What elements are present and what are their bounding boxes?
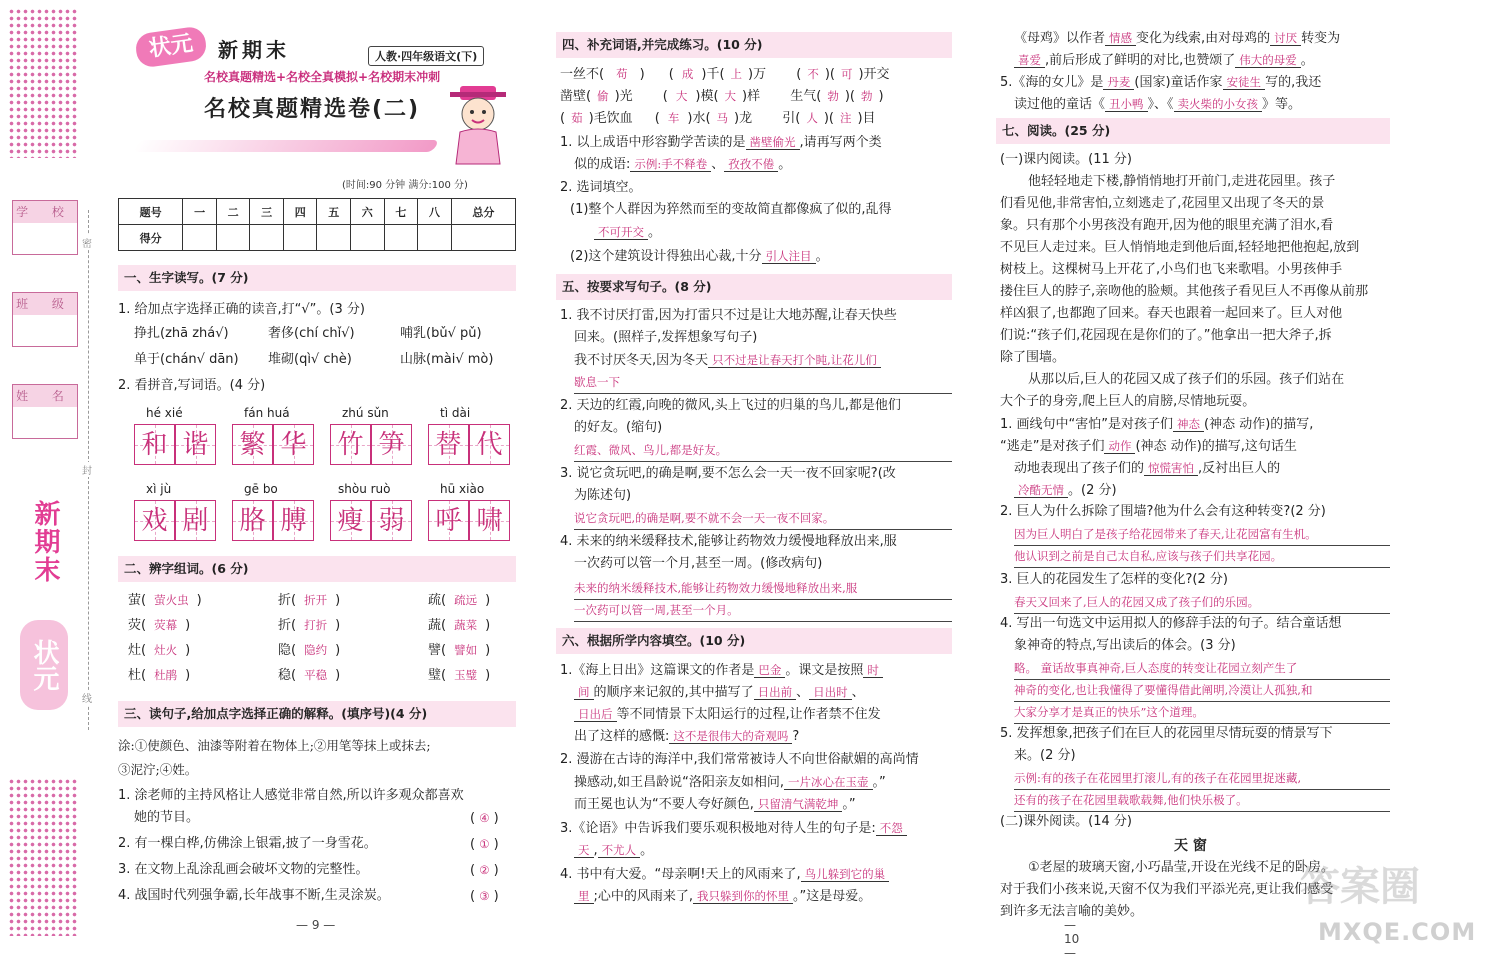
tianzi-cell[interactable]: 剧 [175,500,216,541]
r-q3-prompt: 3. 巨人的花园发生了怎样的变化?(2 分) [1000,572,1228,587]
q1-item-b[interactable]: 奢侈(chí chǐ√) [268,326,355,341]
score-value-row [119,225,516,251]
passage-line-3: 象。只有那个小男孩没有跑开,因为他的眼里充满了泪水,看 [1000,218,1334,233]
score-col-header: 六 [351,199,385,225]
q6-1-d: 出了这样的感慨: 这不是很伟大的奇观吗 ? [574,729,800,744]
tianzi-cell[interactable]: 繁 [232,424,273,465]
q4-2-b: (2)这个建筑设计得独出心裁,十分 引人注目 。 [570,249,829,264]
q5-2-answer[interactable]: 红霞、微风、鸟儿,都是好友。 [574,440,952,462]
page-number-9: — 9 — [296,918,336,932]
decor-dots-bottom [8,778,78,936]
score-cell[interactable] [283,225,317,251]
section-3-title: 三、读句子,给加点字选择正确的解释。(填序号)(4 分) [118,701,516,727]
decor-dots-top [8,8,78,158]
q6-5-a: 5.《海的女儿》是 丹麦 (国家)童话作家 安徒生 写的,我还 [1000,75,1322,90]
word-group-item[interactable]: 蔬( 蔬菜 ) [428,618,491,633]
q5-3-b: 为陈述句) [574,488,632,503]
idiom-row-1: 一丝不( 苟 ) ( 成 )千( 上 )万 ( 不 )( 可 )开交 [560,67,890,82]
q4-1-line-a: 1. 以上成语中形容勤学苦读的是 凿壁偷光 ,请再写两个类 [560,135,882,150]
cut-mark-1: 密 [82,235,92,250]
r1-answer[interactable]: ( ④ ) [470,811,499,826]
score-table [118,198,516,251]
score-cell[interactable] [183,225,217,251]
q1-prompt: 1. 给加点字选择正确的读音,打“√”。(3 分) [118,302,365,317]
q6-2-a: 2. 漫游在古诗的海洋中,我们常常被诗人不向世俗献媚的高尚情 [560,752,919,767]
r-q2-answer-2[interactable]: 他认识到之前是自己太自私,应该与孩子们共享花园。 [1014,546,1390,568]
section-7-title: 七、阅读。(25 分) [996,118,1390,144]
essay-line-3: 到许多无法言喻的美妙。 [1000,904,1144,919]
r1-text-a: 1. 涂老师的主持风格让人感觉非常自然,所以许多观众都喜欢 [118,788,464,803]
r-q5-b: 来。(2 分) [1014,748,1076,763]
binding-strip [0,0,98,958]
q6-5-b: 读过他的童话《 丑小鸭 》、《 卖火柴的小女孩 》等。 [1014,97,1302,112]
q1-item-c[interactable]: 哺乳(bǔ√ pǔ) [400,326,482,341]
idiom-row-3: ( 茹 )毛饮血 ( 车 )水( 马 )龙 引( 人 )( 注 )目 [560,111,876,126]
edition-badge: 人教·四年级语文(下) [368,46,484,66]
pinyin-zhusun: zhú sǔn [342,406,389,420]
q4-2-prompt: 2. 选词填空。 [560,180,642,195]
score-cell[interactable] [250,225,284,251]
muji-line-b: 喜爱 ,前后形成了鲜明的对比,也赞颂了 伟大的母爱 。 [1014,50,1314,71]
q5-4-answer-1[interactable]: 未来的纳米缓释技术,能够让药物效力缓慢地释放出来,服 [574,578,952,600]
passage-line-11: 大个子的身旁,爬上巨人的肩膀,尽情地玩耍。 [1000,394,1256,409]
essay-line-1: ①老屋的玻璃天窗,小巧晶莹,开设在光线不足的卧房。 [1028,860,1334,875]
tianzi-cell[interactable]: 戏 [134,500,175,541]
q1-item-a[interactable]: 挣扎(zhā zhá√) [134,326,229,341]
word-group-item[interactable]: 荧( 荧幕 ) [128,618,191,633]
series-name: 新期末 [218,38,290,62]
r3-text: 3. 在文物上乱涂乱画会破坏文物的完整性。 [118,862,369,877]
q5-2-a: 2. 天边的红霞,向晚的微风,头上飞过的归巢的鸟儿,都是他们 [560,398,901,413]
r-q3-answer[interactable]: 春天又回来了,巨人的花园又成了孩子们的乐园。 [1014,592,1390,614]
section-6-title: 六、根据所学内容填空。(10 分) [556,628,952,654]
q5-4-a: 4. 未来的纳米缓释技术,能够让药物效力缓慢地释放出来,服 [560,534,897,549]
r2-answer[interactable]: ( ① ) [470,837,499,852]
score-cell[interactable] [451,225,515,251]
q4-1-line-b: 似的成语: 示例:手不释卷 、 孜孜不倦 。 [574,157,792,172]
score-cell[interactable] [351,225,385,251]
passage-line-6: 搂住巨人的脖子,亲吻他的脸颊。其他孩子看见巨人不再像从前那 [1000,284,1369,299]
pinyin-fanhua: fán huá [244,406,290,420]
score-cell[interactable] [384,225,418,251]
tianzi-cell[interactable]: 和 [134,424,175,465]
tianzi-cell[interactable]: 谐 [175,424,216,465]
tianzi-cell[interactable]: 弱 [371,500,412,541]
word-group-item[interactable]: 隐( 隐约 ) [278,643,341,658]
mascot-scholar-icon [446,82,510,166]
r-q4-a: 4. 写出一句选文中运用拟人的修辞手法的句子。结合童话想 [1000,616,1342,631]
tianzi-cell[interactable]: 瘦 [330,500,371,541]
score-col-header: 八 [418,199,452,225]
passage-line-4: 不见巨人走过来。巨人悄悄地走到他后面,轻轻地把他抱起,放到 [1000,240,1360,255]
pinyin-gebo: gē bo [244,482,278,496]
idiom-row-2: 凿壁( 偷 )光 ( 大 )模( 大 )样 生气( 勃 )( 勃 ) [560,89,884,104]
tianzi-cell[interactable]: 膊 [273,500,314,541]
q6-1-b: 间 的顺序来记叙的,其中描写了 日出前 、 日出时 、 [574,682,865,703]
tianzi-cell[interactable]: 竹 [330,424,371,465]
section-2-title: 二、辨字组词。(6 分) [118,556,516,582]
class-field[interactable]: 班 级 [12,292,78,347]
r1-text-b: 她的节目。 [134,810,200,825]
tianzi-row-2 [134,500,510,541]
score-col-header: 三 [250,199,284,225]
passage-line-1: 他轻轻地走下楼,静悄悄地打开前门,走进花园里。孩子 [1028,174,1336,189]
pinyin-huxiao: hū xiào [440,482,485,496]
score-cell[interactable] [418,225,452,251]
q6-2-b: 操感动,如王昌龄说“洛阳亲友如相问, 一片冰心在玉壶 。” [574,775,886,790]
section-5-title: 五、按要求写句子。(8 分) [556,274,952,300]
tianzi-cell[interactable]: 华 [273,424,314,465]
word-group-item[interactable]: 譬( 譬如 ) [428,643,491,658]
q5-3-a: 3. 说它贪玩吧,的确是啊,要不怎么会一天一夜不回家呢?(改 [560,466,896,481]
passage-line-8: 们说:“孩子们,花园现在是你们的了。”他拿出一把大斧子,拆 [1000,328,1332,343]
q5-2-b: 的好友。(缩句) [574,420,663,435]
essay-title: 天 窗 [1174,838,1207,854]
r3-answer[interactable]: ( ② ) [470,863,499,878]
pinyin-hexie: hé xié [146,406,183,420]
tagline: 名校真题精选+名校全真模拟+名校期末冲刺 [204,70,441,84]
q5-1-b: 回来。(照样子,发挥想象写句子) [574,330,758,345]
score-col-header: 二 [216,199,250,225]
word-group-item[interactable]: 璧( 玉璧 ) [428,668,491,683]
school-field[interactable]: 学 校 [12,200,78,255]
word-group-item[interactable]: 萤( 萤火虫 ) [128,593,202,608]
word-group-item[interactable]: 折( 折开 ) [278,593,341,608]
score-col-header: 总分 [451,199,515,225]
r-q1-a: 1. 画线句中“害怕”是对孩子们 神态 (神态 动作)的描写, [1000,417,1314,432]
q4-2-a-answer: 不可开交 。 [594,222,661,243]
name-field[interactable]: 姓 名 [12,384,78,439]
tianzi-cell[interactable]: 啸 [469,500,510,541]
q1-item-e[interactable]: 堆砌(qì√ chè) [268,352,352,367]
word-group-item[interactable]: 疏( 疏远 ) [428,593,491,608]
brand-vertical: 新期末 [30,500,60,584]
q5-1-a: 1. 我不讨厌打雷,因为打雷只不过是让大地苏醒,让春天快些 [560,308,897,323]
r-q4-answer-3[interactable]: 大家分享才是真正的快乐”这个道理。 [1014,702,1390,724]
r2-text: 2. 有一棵白桦,仿佛涂上银霜,披了一身雪花。 [118,836,377,851]
q4-2-a: (1)整个人群因为猝然而至的变故简直都像疯了似的,乱得 [570,202,892,217]
tianzi-row-1 [134,424,510,465]
r-q1-d: 冷酷无情 。(2 分) [1014,480,1117,501]
passage-1-title: (一)课内阅读。(11 分) [1000,152,1132,167]
word-group-item[interactable]: 灶( 灶火 ) [128,643,191,658]
time-info: (时间:90 分钟 满分:100 分) [342,180,468,191]
r-q5-a: 5. 发挥想象,把孩子们在巨人的花园里尽情玩耍的情景写下 [1000,726,1333,741]
section-4-title: 四、补充词语,并完成练习。(10 分) [556,32,952,58]
q6-3-a: 3.《论语》中告诉我们要乐观积极地对待人生的句子是: 不怨 [560,818,907,839]
q6-4-a: 4. 书中有大爱。“母亲啊!天上的风雨来了, 鸟儿躲到它的巢 [560,864,889,885]
score-col-header: 七 [384,199,418,225]
q5-3-answer[interactable]: 说它贪玩吧,的确是啊,要不就不会一天一夜不回家。 [574,508,952,530]
essay-line-2: 对于我们小孩来说,天窗不仅为我们平添光亮,更让我们感受 [1000,882,1334,897]
tianzi-cell[interactable]: 胳 [232,500,273,541]
q2-prompt: 2. 看拼音,写词语。(4 分) [118,378,266,393]
score-col-header: 五 [317,199,351,225]
passage-line-7: 样凶狠了,也都跑了回来。春天也跟着一起回来了。巨人对他 [1000,306,1343,321]
q6-3-b: 天 , 不尤人 。 [574,840,653,861]
q6-1-a: 1.《海上日出》这篇课文的作者是 巴金 。课文是按照 时 [560,660,883,681]
watermark-logo: 答案圈 [1300,864,1420,910]
page-number-10: — 10 — [1064,918,1080,958]
tianzi-cell[interactable]: 笋 [371,424,412,465]
tianzi-cell[interactable]: 替 [428,424,469,465]
score-cell[interactable] [317,225,351,251]
pinyin-xiju: xì jù [146,482,172,496]
muji-line-a: 《母鸡》以作者 情感 变化为线索,由对母鸡的 讨厌 转变为 [1014,31,1341,46]
q6-2-c: 而王冕也认为“不要人夸好颜色, 只留清气满乾坤 。” [574,797,856,812]
section-1-title: 一、生字读写。(7 分) [118,265,516,291]
passage-line-5: 树枝上。这棵树马上开花了,小鸟们也飞来歌唱。小男孩伸手 [1000,262,1343,277]
brand-logo: 状元 [134,25,208,68]
tianzi-cell[interactable]: 呼 [428,500,469,541]
score-cell[interactable] [216,225,250,251]
decor-swoosh [133,140,440,152]
r-q5-answer-1[interactable]: 示例:有的孩子在花园里打滚儿,有的孩子在花园里捉迷藏, [1014,768,1390,790]
q5-1-c: 我不讨厌冬天,因为冬天 只不过是让春天打个盹,让花儿们 [574,350,881,371]
cut-mark-2: 封 [82,462,92,477]
q5-4-b: 一次药可以管一个月,甚至一周。(修改病句) [574,556,823,571]
score-label-points: 得分 [119,225,183,251]
definition-line-2: ③泥泞;④姓。 [118,762,198,777]
q5-4-answer-2[interactable]: 一次药可以管一周,甚至一个月。 [574,600,952,622]
word-group-item[interactable]: 稳( 平稳 ) [278,668,341,683]
definition-line-1: 涂:①使颜色、油漆等附着在物体上;②用笔等抹上或抹去; [118,738,431,753]
pinyin-shouruo: shòu ruò [338,482,391,496]
r-q1-c: 动地表现出了孩子们的 惊慌害怕 ,反衬出巨人的 [1014,461,1281,476]
r-q1-b: “逃走”是对孩子们 动作 (神态 动作)的描写,这句话生 [1000,439,1297,454]
word-group-item[interactable]: 杜( 杜鹃 ) [128,668,191,683]
passage-line-9: 除了围墙。 [1000,350,1066,365]
q5-1-answer-2[interactable]: 歇息一下 [574,372,952,394]
r4-answer[interactable]: ( ③ ) [470,889,499,904]
brand-logo-vertical: 状元 [20,620,68,710]
word-group-item[interactable]: 折( 打折 ) [278,618,341,633]
score-col-header: 四 [283,199,317,225]
r-q4-answer-1[interactable]: 略。 童话故事真神奇,巨人态度的转变让花园立刻产生了 [1014,658,1390,680]
q6-1-c: 日出后 等不同情景下太阳运行的过程,让作者禁不住发 [574,704,881,725]
score-header-row [119,199,516,225]
passage-line-2: 们看见他,非常害怕,立刻逃走了,花园里又出现了冬天的景 [1000,196,1325,211]
r-q2-answer-1[interactable]: 因为巨人明白了是孩子给花园带来了春天,让花园富有生机。 [1014,524,1390,546]
r-q4-b: 象神奇的特点,写出读后的体会。(3 分) [1014,638,1236,653]
q6-4-b: 里 ;心中的风雨来了, 我只躲到你的怀里 。”这是母爱。 [574,886,871,907]
paper-title: 名校真题精选卷(二) [204,97,421,122]
passage-line-10: 从那以后,巨人的花园又成了孩子们的乐园。孩子们站在 [1028,372,1345,387]
watermark-url: MXQE.COM [1318,918,1477,946]
r-q4-answer-2[interactable]: 神奇的变化,也让我懂得了要懂得借此阐明,冷漠让人孤独,和 [1014,680,1390,702]
r-q5-answer-2[interactable]: 还有的孩子在花园里载歌载舞,他们快乐极了。 [1014,790,1390,812]
r-q2-prompt: 2. 巨人为什么拆除了围墙?他为什么会有这种转变?(2 分) [1000,504,1326,519]
r4-text: 4. 战国时代列强争霸,长年战事不断,生灵涂炭。 [118,888,390,903]
q1-item-f[interactable]: 山脉(mài√ mò) [400,352,494,367]
q1-item-d[interactable]: 单于(chán√ dān) [134,352,239,367]
tianzi-cell[interactable]: 代 [469,424,510,465]
passage-2-title: (二)课外阅读。(14 分) [1000,814,1132,829]
paper-header [116,22,516,191]
cut-mark-3: 线 [82,690,92,705]
pinyin-tidai: tì dài [440,406,471,420]
score-col-header: 一 [183,199,217,225]
score-label-qnum: 题号 [119,199,183,225]
